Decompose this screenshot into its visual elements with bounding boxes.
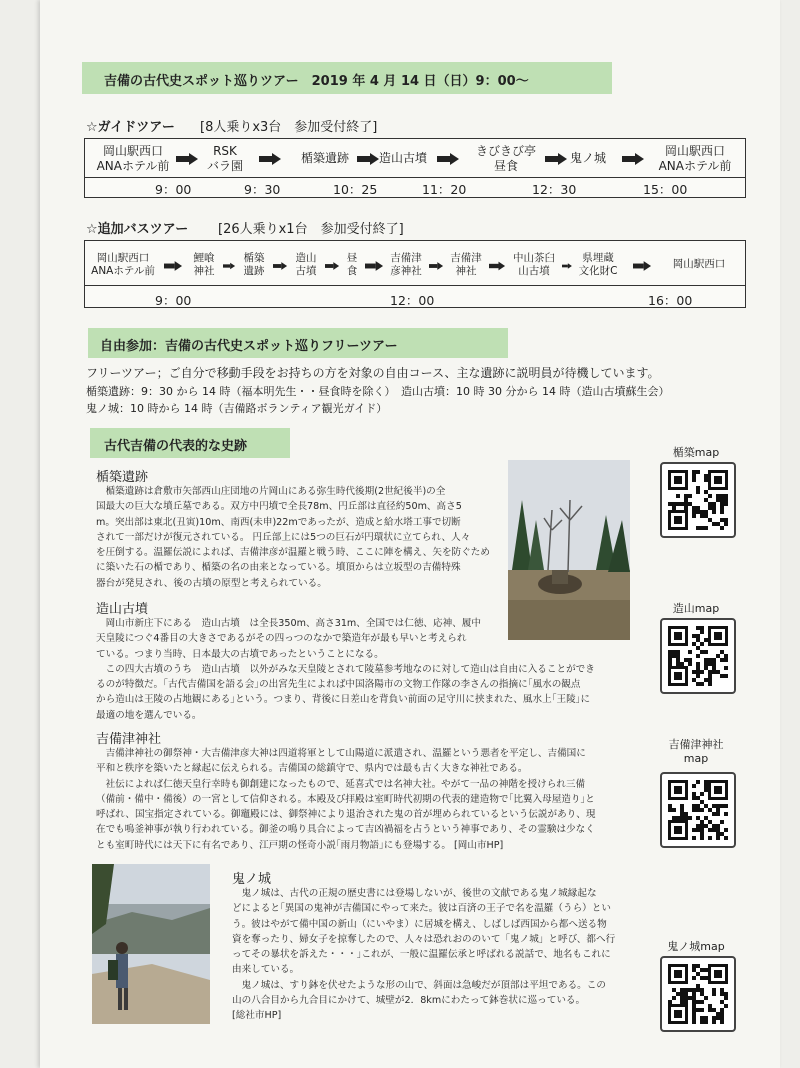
paragraph-line: から造山は王陵の占地観にある｣という。つまり、背後に日差山を背負い前面の足守川に挟まれた、風水上｢王陵｣に [96,694,591,706]
paragraph-line: う。彼はやがて備中国の新山（にいやま）に居城を構え、しばしば西国から都へ送る物 [232,918,607,930]
paragraph-line: るのが特徴だ。｢古代吉備国を語る会｣の出宮先生によれば中国洛陽市の文物工作隊の李さんの指摘に｢風水の観点 [96,679,581,691]
paragraph-line: （備前・備中・備後）の一宮として信仰される。本殿及び拝殿は室町時代初期の代表的建造物で｢比翼入母屋造り｣と [96,793,595,805]
route-stop: RSK バラ園 [206,144,243,173]
site-text-kibitsu-shrine [96,746,636,853]
route-time: 9：30 [244,182,281,197]
arrow-right-icon [429,262,443,270]
paragraph-line: を圧倒する。温羅伝説によれば、吉備津彦が温羅と戦う時、ここに陣を構え、矢を防ぐため [96,547,490,559]
page-title: 吉備の古代史スポット巡りツアー 2019 年 4 月 14 日（日）9：00～ [104,74,529,89]
arrow-right-icon [273,262,287,270]
paragraph-line: 岡山市新庄下にある 造山古墳 は全長350m、高さ31m、全国では仁徳、応神、履中 [96,618,481,629]
route-stop: 中山茶臼 山古墳 [513,252,555,277]
paragraph-line: 吉備津神社の御祭神・大吉備津彦大神は四道将軍として山陽道に派遣され、温羅という悪者を平定し、吉備国に [96,748,586,759]
paragraph-line: この四大古墳のうち 造山古墳 以外がみな天皇陵とされて陵墓参考地なのに対して造山は自由に入ることができ [96,663,595,675]
paragraph-line: 鬼ノ城は、古代の正規の歴史書には登場しないが、後世の文献である鬼ノ城縁起な [232,888,597,899]
route-time: 12：00 [390,293,435,308]
qr-label-tatetsuki: 楯築map [672,446,720,459]
site-title-tsukuriyama: 造山古墳 [96,602,149,617]
paragraph-line: とも室町時代には天下に有名であり、江戸期の怪奇小説｢雨月物語｣にも登場する。 [岡山市HP] [96,839,504,851]
route-stop: 岡山駅西口 ANAホテル前 [96,144,170,173]
qr-label-tsukuriyama: 造山map [672,602,720,615]
bus-tour-heading: ☆追加バスツアー [86,222,189,237]
arrow-right-icon [437,153,459,165]
paragraph-line: 山の八合目から九合目にかけて、城壁が2．8kmにわたって鉢巻状に巡っている。 [232,995,586,1007]
qr-label-kinojo: 鬼ノ城map [667,940,725,953]
arrow-right-icon [223,263,235,270]
route-stop: 楯築 遺跡 [243,252,265,277]
free-tour-title: 自由参加：吉備の古代史スポット巡りフリーツアー [100,339,398,354]
paragraph-line: 鬼ノ城は、すり鉢を伏せたような形の山で、斜面は急峻だが頂部は平坦である。この [232,979,606,991]
route-time: 12：30 [532,182,577,197]
paragraph-line: 国最大の巨大な墳丘墓である。双方中円墳で全長78m、円丘部は直径約50m、高さ5 [96,501,462,513]
guide-tour-note: [8人乗りx3台 参加受付終了] [200,120,378,135]
arrow-right-icon [325,262,339,270]
arrow-right-icon [489,262,505,271]
route-stop: 岡山駅西口 ANAホテル前 [91,252,155,277]
qr-code-tatetsuki[interactable] [660,462,736,538]
arrow-right-icon [562,263,572,268]
paragraph-line: 由来している。 [232,964,300,976]
tatetsuki-photo [508,460,630,640]
paragraph-line: 社伝によれば仁徳天皇行幸時も御創建になったもので、延喜式では名神大社。やがて一品の神階を授けられ三備 [96,778,586,790]
arrow-right-icon [622,153,644,165]
route-divider [85,285,745,286]
free-tour-line-1: フリーツアー；ご自分で移動手段をお持ちの方を対象の自由コース、主な遺跡に説明員が待機しています。 [86,366,660,380]
paragraph-line: m。突出部は東北(丑寅)10m、南西(未申)22mであったが、造成と給水塔工事で切断 [96,516,461,528]
route-stop: 岡山駅西口 [672,258,726,270]
route-stop: 造山 古墳 [295,252,317,277]
site-text-tatetsuki [96,484,501,591]
arrow-right-icon [365,261,383,271]
free-tour-line-3: 鬼ノ城：10 時から 14 時（吉備路ボランティア観光ガイド） [86,402,388,415]
bus-tour-note: [26人乗りx1台 参加受付終了] [218,222,404,237]
route-stop: 岡山駅西口 ANAホテル前 [658,144,732,173]
site-title-kinojo: 鬼ノ城 [232,872,272,887]
route-stop: きびきび亭 昼食 [475,144,536,173]
site-text-kinojo [232,886,632,1024]
paragraph-line: 天皇陵につぐ4番目の大きさであるがその四っつのなかで築造年が最も早いと考えられ [96,633,467,645]
qr-code-icon [662,464,734,536]
route-time: 16：00 [648,293,693,308]
paragraph-line: 資を奪ったり、婦女子を掠奪したので、人々は恐れおののいて「鬼ノ城」と呼び、都へ行 [232,933,616,945]
free-tour-line-2: 楯築遺跡：9：30 から 14 時（福本明先生・・昼食時を除く） 造山古墳：10 時 30 分から 14 時（造山古墳蘇生会） [86,385,670,398]
site-title-tatetsuki: 楯築遺跡 [96,470,149,485]
paragraph-line: [総社市HP] [232,1010,282,1022]
qr-code-tsukuriyama[interactable] [660,618,736,694]
site-title-kibitsu-shrine: 吉備津神社 [96,732,162,747]
sites-title: 古代吉備の代表的な史跡 [104,439,248,454]
route-stop: 吉備津 彦神社 [390,252,422,277]
route-time: 9：00 [155,293,192,308]
route-time: 9：00 [155,182,192,197]
route-time: 11：20 [422,182,467,197]
paragraph-line: 楯築遺跡は倉敷市矢部西山庄団地の片岡山にある弥生時代後期(2世紀後半)の全 [96,486,446,497]
paragraph-line: ってその暴状を訴えた・・・｣これが、一般に温羅伝承と呼ばれる説話で、地名もこれに [232,949,611,961]
guide-tour-heading: ☆ガイドツアー [86,120,175,135]
qr-code-kinojo[interactable] [660,956,736,1032]
qr-code-icon [662,958,734,1030]
paragraph-line: 呼ばれ、国宝指定されている。御竈殿には、御祭神により退治された鬼の首が埋められているという伝説があり、現 [96,809,596,821]
route-stop: 昼 食 [346,252,358,277]
route-time: 15：00 [643,182,688,197]
route-stop: 楯築遺跡 [300,151,349,165]
paragraph-line: 平和と秩序を築いたと縁起に伝えられる。吉備国の総鎮守で、県内では最も古く大きな神社である。 [96,763,528,775]
paragraph-line: 器台が発見され、後の古墳の原型と考えられている。 [96,577,327,589]
arrow-right-icon [259,153,281,165]
qr-code-kibitsu-shrine[interactable] [660,772,736,848]
kinojo-photo [92,864,210,1024]
route-divider [85,177,745,178]
paragraph-line: 在でも鳴釜神事が執り行われている。御釜の鳴り具合によって吉凶禍福を占うという神事であり、その霊験は少なく [96,824,595,836]
qr-label-kibitsu-shrine: 吉備津神社 map [668,738,724,765]
paragraph-line: どによると｢異国の鬼神が吉備国にやって来た。彼は百済の王子で名を温羅（うら）とい [232,903,611,915]
qr-code-icon [662,620,734,692]
paragraph-line: 最適の地を選んでいる。 [96,709,202,721]
paragraph-line: ている。つまり当時、日本最大の古墳であったということになる。 [96,648,384,660]
paragraph-line: に築いた石の楯であり、楯築の名の由来となっている。墳頂からは立坂型の吉備特殊 [96,562,461,574]
route-stop: 吉備津 神社 [450,252,482,277]
arrow-right-icon [164,261,182,271]
arrow-right-icon [633,261,651,271]
paragraph-line: されて一部だけが復元されている。 円丘部上には5つの巨石が円環状に立てられ、人々 [96,531,471,543]
route-stop: 鬼ノ城 [569,151,606,165]
route-time: 10：25 [333,182,378,197]
qr-code-icon [662,774,734,846]
route-stop: 造山古墳 [378,151,427,165]
route-stop: 鯉喰 神社 [193,252,215,277]
route-stop: 県埋蔵 文化財C [578,252,618,277]
